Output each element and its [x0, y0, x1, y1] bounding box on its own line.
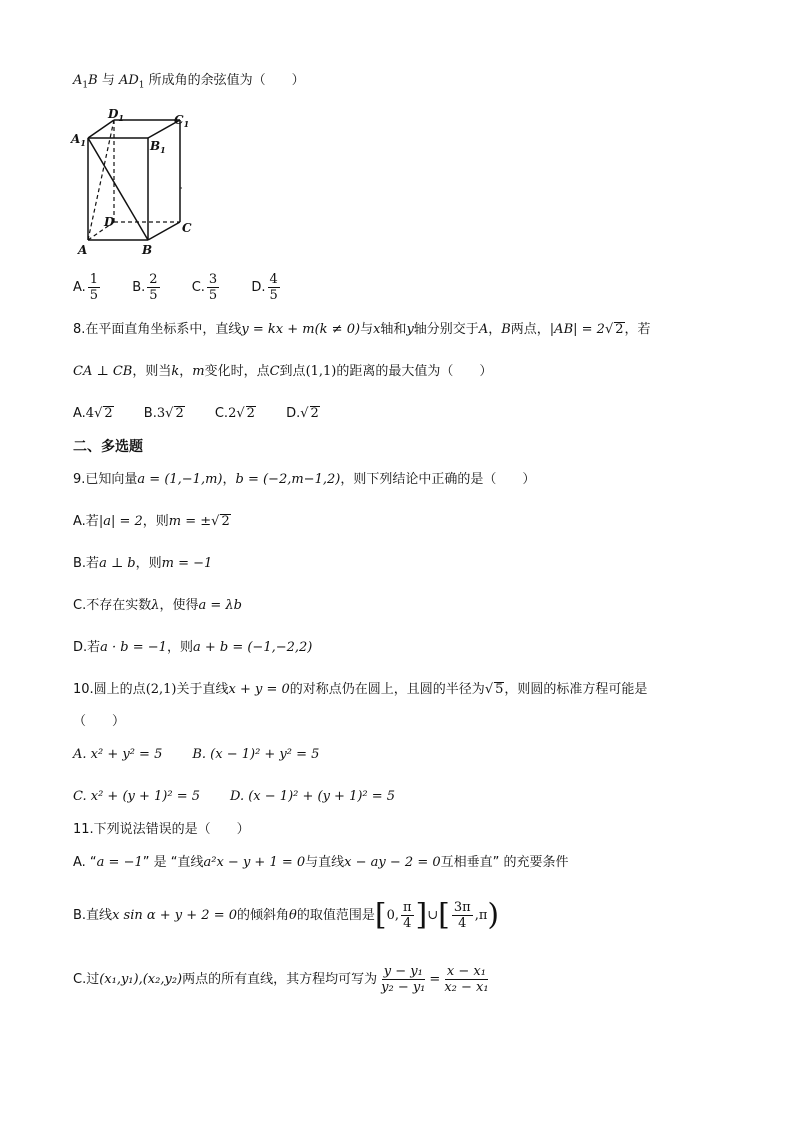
- q7-b-letter: B: [88, 73, 98, 88]
- q10-options-row2: [73, 787, 421, 807]
- q10-option-a[interactable]: A. x² + y² = 5: [73, 747, 163, 762]
- label-b1: $B_1$: [150, 139, 166, 155]
- label-c: C: [182, 221, 192, 235]
- q7-tail-text: 所成角的余弦值为（ ）: [144, 73, 305, 88]
- section-heading-multi-choice: 二、多选题: [73, 439, 143, 455]
- q11-option-a[interactable]: A. “a = −1” 是 “直线a²x − y + 1 = 0与直线x − ay − 2 = 0互相垂直” 的充要条件: [73, 855, 569, 870]
- label-d: D: [104, 215, 115, 229]
- q7-option-c[interactable]: C. $\frac{3}{5}$: [191, 272, 218, 303]
- q7-ad-sub: 1: [138, 80, 145, 91]
- q7-a1-sub: 1: [82, 80, 89, 91]
- q11-option-b[interactable]: B.直线x sin α + y + 2 = 0的倾斜角θ的取值范围是[0, $\frac{\pi}{4}$ ]∪[ $\frac{3\pi}{4}$ ,π): [73, 897, 500, 933]
- q10-paren: （ ）: [73, 714, 126, 729]
- q8-option-d[interactable]: D.√ 2: [286, 406, 319, 421]
- q10-option-d[interactable]: D. (x − 1)² + (y + 1)² = 5: [230, 789, 396, 804]
- q9-option-a[interactable]: A.若|a| = 2，则m = ±√ 2: [73, 514, 230, 529]
- q8-line2: CA ⊥ CB，则当k，m变化时，点C到点(1,1)的距离的最大值为（ ）: [73, 364, 493, 379]
- q7-mid-text: 与: [97, 73, 119, 88]
- prism-figure: [68, 108, 198, 258]
- q9-option-b[interactable]: B.若a ⊥ b，则m = −1: [73, 556, 213, 571]
- q7-option-d[interactable]: D. $\frac{4}{5}$: [251, 272, 278, 303]
- diagonal-a1-b: [88, 138, 148, 240]
- edge-b-c: [148, 222, 180, 240]
- q8-option-a[interactable]: A.4√ 2: [73, 406, 113, 421]
- q9-option-d[interactable]: D.若a · b = −1，则a + b = (−1,−2,2): [73, 640, 313, 655]
- q7-ad-letters: AD: [118, 73, 139, 88]
- q8-option-c[interactable]: C.2√ 2: [214, 406, 255, 421]
- q10-stem: 10.圆上的点(2,1)关于直线x + y = 0的对称点仍在圆上，且圆的半径为√ 5，则圆的标准方程可能是: [73, 682, 648, 697]
- q11-option-c[interactable]: C.过(x₁,y₁),(x₂,y₂)两点的所有直线，其方程均可写为 $\frac{\text{y − y₁}}{\text{y₂ − y₁}}$ = $\frac{\text{x − x₁}}{\text{x₂ − x₁}}$: [73, 964, 489, 995]
- q7-option-b[interactable]: B. $\frac{2}{5}$: [132, 272, 158, 303]
- q10-options-row1: [73, 745, 345, 765]
- label-a: A: [78, 243, 88, 257]
- label-c1: $C_1$: [174, 113, 190, 129]
- q7-stem: [73, 71, 305, 96]
- q8-line1: 8.在平面直角坐标系中，直线y = kx + m(k ≠ 0)与x轴和y轴分别交于A，B两点，|AB| = 2√ 2，若: [73, 322, 651, 337]
- q10-option-c[interactable]: C. x² + (y + 1)² = 5: [73, 789, 201, 804]
- q11-stem: 11.下列说法错误的是（ ）: [73, 822, 250, 837]
- label-b: B: [142, 243, 153, 257]
- label-a1: $A_1$: [71, 132, 86, 148]
- label-d1: $D_1$: [108, 108, 124, 123]
- q8-options: [73, 404, 346, 424]
- q7-option-a[interactable]: A. $\frac{1}{5}$: [73, 272, 99, 303]
- q9-stem: 9.已知向量a = (1,−1,m)，b = (−2,m−1,2)，则下列结论中正确的是（ ）: [73, 472, 536, 487]
- q8-option-b[interactable]: B.3√ 2: [143, 406, 184, 421]
- stray-dot: [180, 187, 182, 189]
- q9-option-c[interactable]: C.不存在实数λ，使得a = λb: [73, 598, 242, 613]
- q7-a1-letter: A: [73, 73, 83, 88]
- q7-options: [73, 270, 308, 306]
- q10-option-b[interactable]: B. (x − 1)² + y² = 5: [192, 747, 320, 762]
